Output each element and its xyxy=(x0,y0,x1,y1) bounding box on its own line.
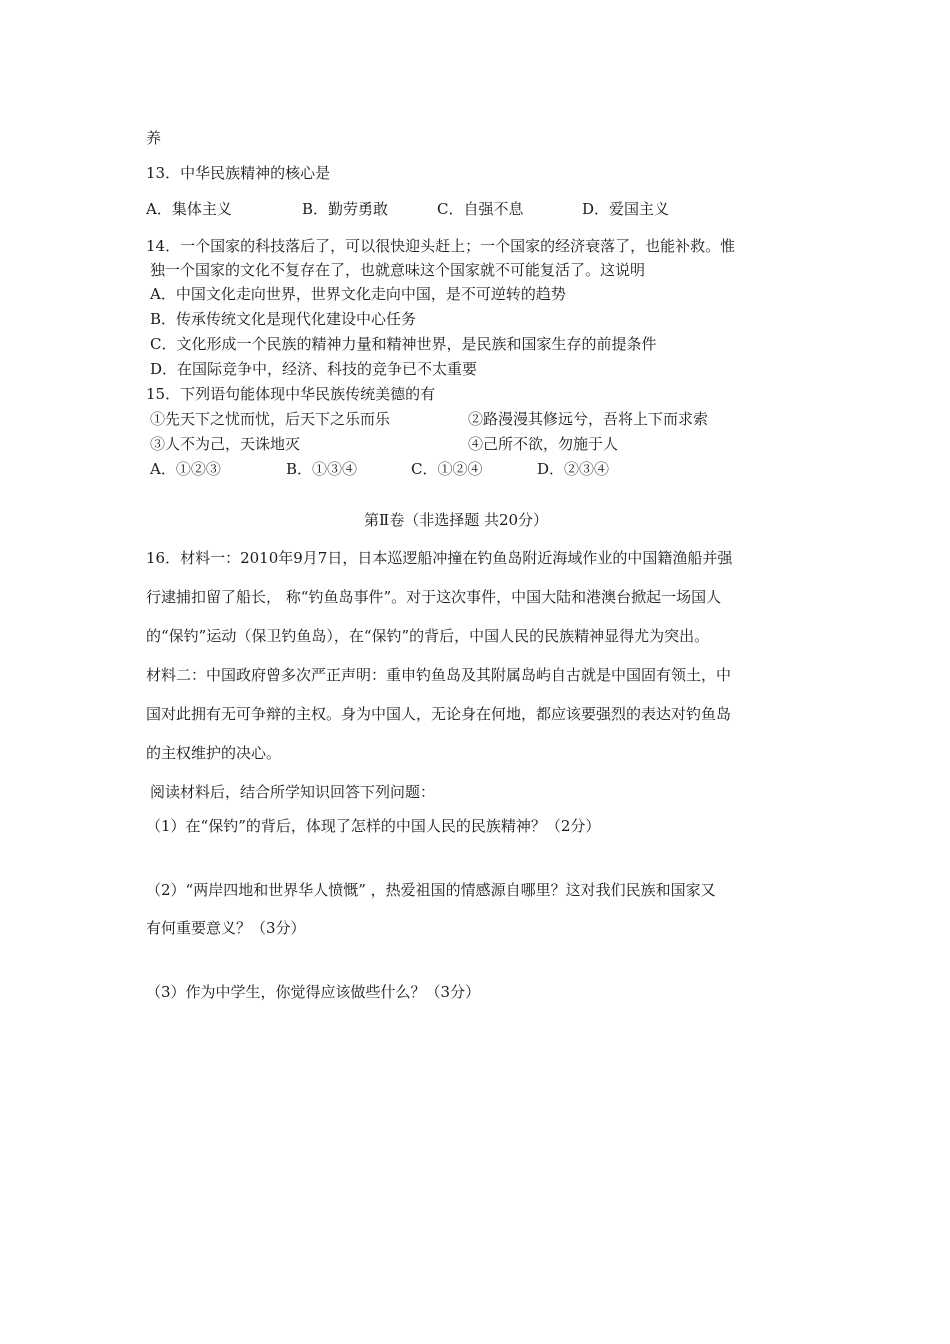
q16-instruction: 阅读材料后，结合所学知识回答下列问题： xyxy=(150,783,436,801)
q15-option-c: C．①②④ xyxy=(411,460,483,478)
q14-stem-line1: 14．一个国家的科技落后了，可以很快迎头赶上；一个国家的经济衰落了，也能补救。惟 xyxy=(146,237,736,255)
q15-item-1: ①先天下之忧而忧，后天下之乐而乐 xyxy=(150,410,391,428)
q15-item-4: ④己所不欲，勿施于人 xyxy=(468,435,619,453)
q13-option-a: A．集体主义 xyxy=(146,200,232,218)
q15-item-3: ③人不为己，天诛地灭 xyxy=(150,435,301,453)
section2-title: 第Ⅱ卷（非选择题 共20分） xyxy=(364,511,549,529)
q16-material-line1: 16．材料一：2010年9月7日，日本巡逻船冲撞在钓鱼岛附近海域作业的中国籍渔船并强 xyxy=(146,549,733,567)
q14-option-d: D．在国际竞争中，经济、科技的竞争已不太重要 xyxy=(150,360,478,378)
q15-stem: 15．下列语句能体现中华民族传统美德的有 xyxy=(146,385,436,403)
q16-material-line3: 的“保钓”运动（保卫钓鱼岛），在“保钓”的背后，中国人民的民族精神显得尤为突出。 xyxy=(146,627,710,645)
continuation-text: 养 xyxy=(146,129,162,147)
q15-option-d: D．②③④ xyxy=(537,460,610,478)
q14-option-a: A．中国文化走向世界，世界文化走向中国，是不可逆转的趋势 xyxy=(150,285,566,303)
q13-option-c: C．自强不息 xyxy=(437,200,524,218)
q16-sub2-line2: 有何重要意义？（3分） xyxy=(146,919,306,937)
q15-option-a: A．①②③ xyxy=(150,460,221,478)
q14-option-c: C．文化形成一个民族的精神力量和精神世界，是民族和国家生存的前提条件 xyxy=(150,335,657,353)
q13-option-d: D．爱国主义 xyxy=(582,200,670,218)
q15-item-2: ②路漫漫其修远兮，吾将上下而求索 xyxy=(468,410,709,428)
q15-option-b: B．①③④ xyxy=(286,460,358,478)
q13-stem: 13．中华民族精神的核心是 xyxy=(146,164,331,182)
q13-option-b: B．勤劳勇敢 xyxy=(302,200,389,218)
q16-material-line2: 行逮捕扣留了船长， 称“钓鱼岛事件”。对于这次事件，中国大陆和港澳台掀起一场国人 xyxy=(146,588,722,606)
q16-material-line5: 国对此拥有无可争辩的主权。身为中国人，无论身在何地，都应该要强烈的表达对钓鱼岛 xyxy=(146,705,732,723)
q16-material-line4: 材料二：中国政府曾多次严正声明：重申钓鱼岛及其附属岛屿自古就是中国固有领土，中 xyxy=(146,666,732,684)
q14-option-b: B．传承传统文化是现代化建设中心任务 xyxy=(150,310,417,328)
q16-material-line6: 的主权维护的决心。 xyxy=(146,744,282,762)
q14-stem-line2: 独一个国家的文化不复存在了，也就意味这个国家就不可能复活了。这说明 xyxy=(150,261,646,279)
q16-sub3: （3）作为中学生，你觉得应该做些什么？（3分） xyxy=(146,983,481,1001)
q16-sub2-line1: （2）“两岸四地和世界华人愤慨” ，热爱祖国的情感源自哪里？这对我们民族和国家又 xyxy=(146,881,716,899)
q16-sub1: （1）在“保钓”的背后，体现了怎样的中国人民的民族精神？（2分） xyxy=(146,817,601,835)
